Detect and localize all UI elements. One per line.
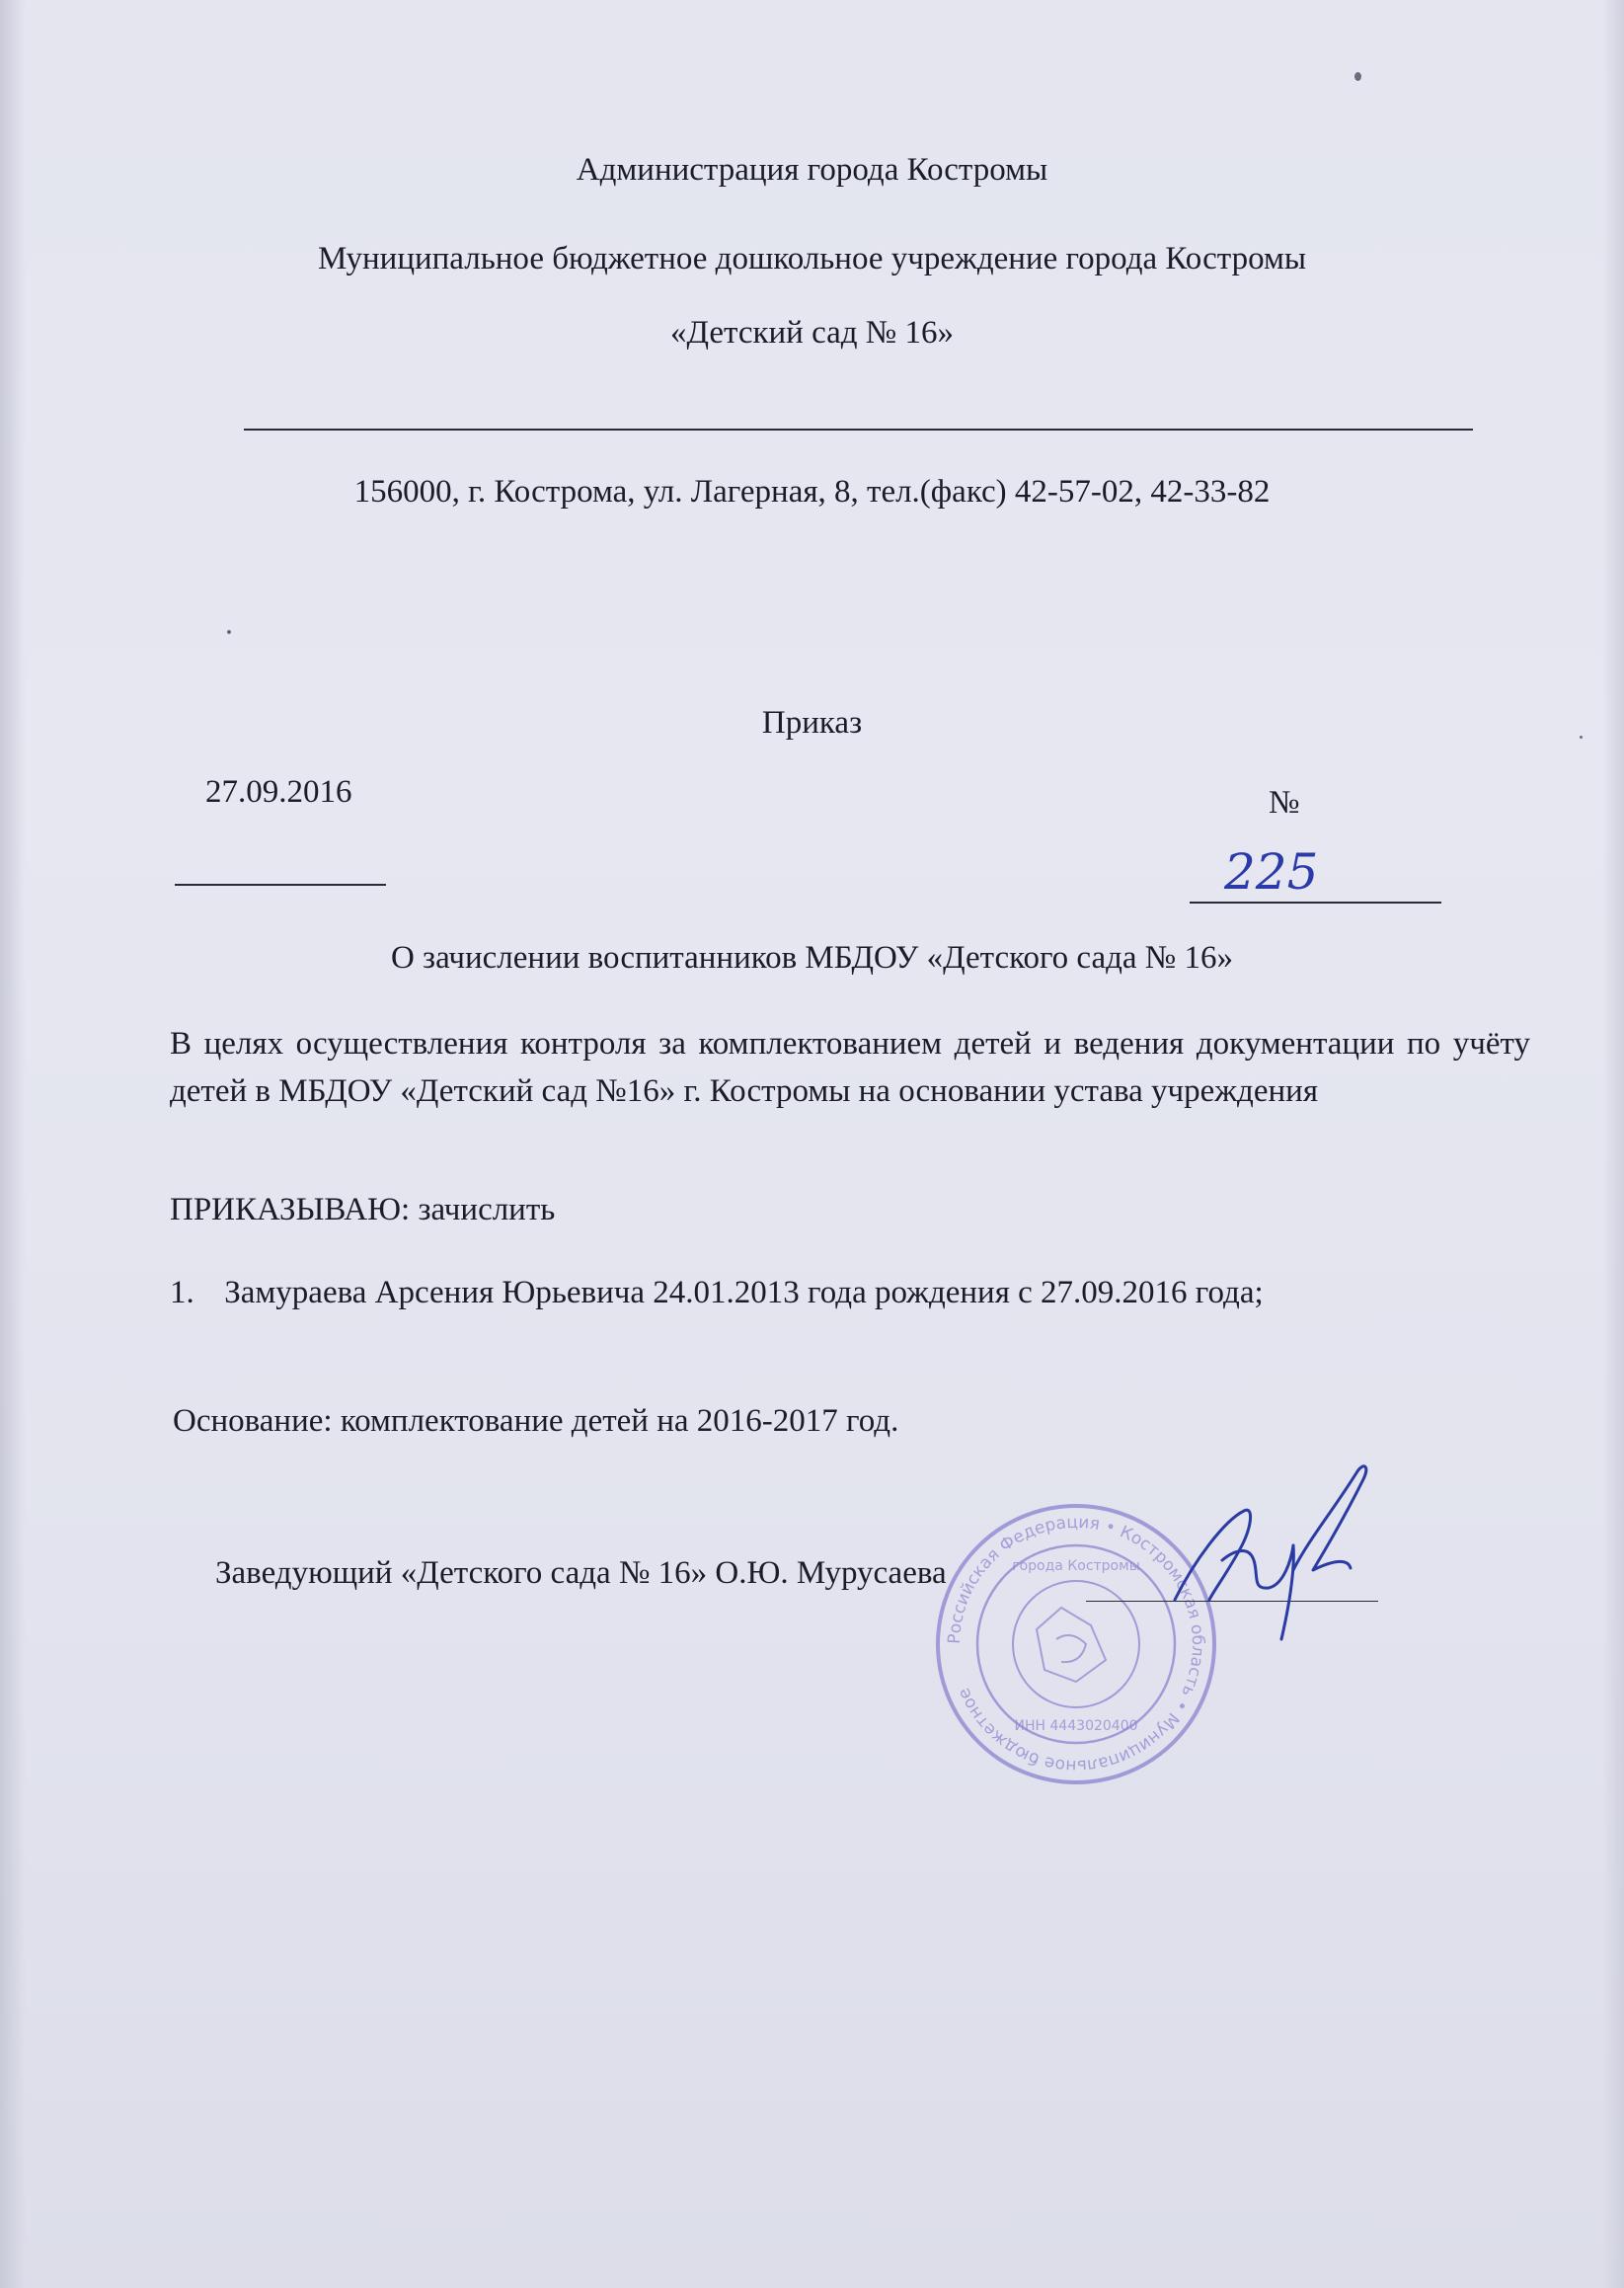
order-decree: ПРИКАЗЫВАЮ: зачислить bbox=[170, 1192, 556, 1227]
svg-text:Российская Федерация • Костром: Российская Федерация • Костромская область • Муниципальное бюджетное bbox=[944, 1512, 1208, 1776]
order-preamble: В целях осуществления контроля за комплектованием детей и ведения документации по учёту детей в МБДОУ «Детский сад №16» г. Костромы на основании устава учреждения bbox=[170, 1026, 1530, 1109]
svg-text:ИНН 4443020400: ИНН 4443020400 bbox=[1014, 1718, 1138, 1734]
header-administration: Администрация города Костромы bbox=[576, 152, 1048, 188]
order-basis: Основание: комплектование детей на 2016-2017 год. bbox=[173, 1403, 899, 1439]
number-underline bbox=[1190, 902, 1441, 904]
scan-speck bbox=[1354, 72, 1361, 81]
order-date: 27.09.2016 bbox=[205, 774, 352, 810]
order-number-sign: № bbox=[1269, 785, 1300, 821]
handwritten-signature bbox=[1135, 1452, 1412, 1649]
order-number-handwritten: 225 bbox=[1224, 843, 1319, 901]
scan-speck bbox=[227, 630, 231, 634]
order-subject: О зачислении воспитанников МБДОУ «Детского сада № 16» bbox=[390, 940, 1234, 976]
list-item-text: Замураева Арсения Юрьевича 24.01.2013 года рождения с 27.09.2016 года; bbox=[224, 1275, 1264, 1310]
header-divider bbox=[244, 429, 1473, 431]
header-institution: Муниципальное бюджетное дошкольное учреждение города Костромы bbox=[317, 241, 1307, 276]
header-kindergarten: «Детский сад № 16» bbox=[669, 315, 955, 351]
header-address: 156000, г. Кострома, ул. Лагерная, 8, тел.(факс) 42-57-02, 42-33-82 bbox=[353, 474, 1271, 510]
date-underline bbox=[175, 884, 386, 886]
list-item-number: 1. bbox=[170, 1275, 194, 1310]
list-item bbox=[170, 1273, 1264, 1312]
scan-speck bbox=[1580, 736, 1583, 739]
svg-text:города Костромы: города Костромы bbox=[1012, 1558, 1140, 1574]
signatory: Заведующий «Детского сада № 16» О.Ю. Мурусаева bbox=[215, 1555, 947, 1591]
order-title: Приказ bbox=[761, 705, 863, 741]
